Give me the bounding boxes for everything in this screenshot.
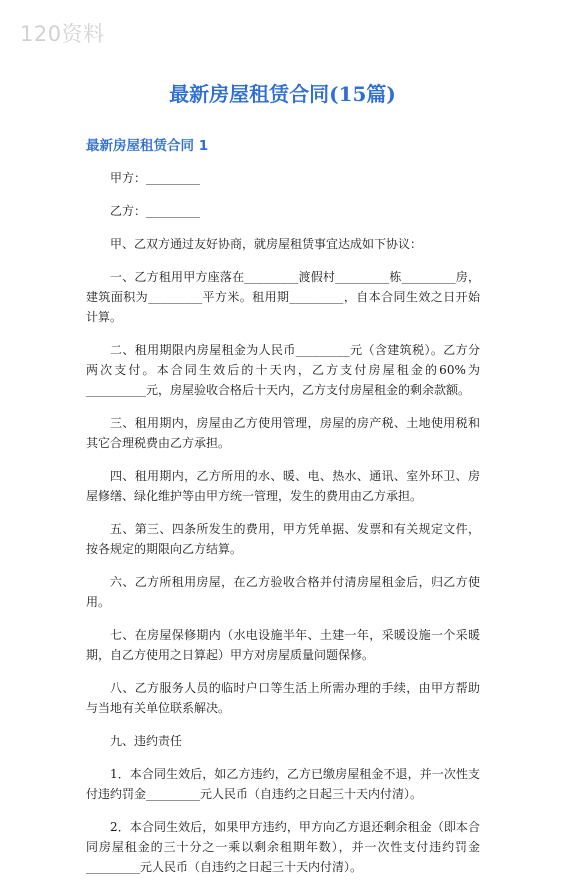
watermark-logo: 120资料 [20,22,105,46]
party-b-line: 乙方：_________ [110,204,201,218]
agreement-intro: 甲、乙双方通过友好协商，就房屋租赁事宜达成如下协议： [110,237,423,251]
clause-2: 二、租用期限内房屋租金为人民币_________元（含建筑税）。乙方分两次支付。本合同生效后的十天内，乙方支付房屋租金的60%为__________元，房屋验收合格后十天内，乙方支付房屋租金的剩余款额。 [86,343,480,397]
clause-1: 一、乙方租用甲方座落在_________渡假村_________栋_________房，建筑面积为_________平方米。租用期_________，自本合同生效之日开始计算。 [86,270,480,324]
document-title: 最新房屋租赁合同(15篇) [169,82,396,106]
contract-body [86,168,480,890]
clause-7: 七、在房屋保修期内（水电设施半年、土建一年，采暖设施一个采暖期，自乙方使用之日算起）甲方对房屋质量问题保修。 [86,628,480,662]
clause-3: 三、租用期内，房屋由乙方使用管理，房屋的房产税、土地使用税和其它合理税费由乙方承担。 [86,416,480,450]
party-a-line: 甲方：_________ [110,171,201,185]
clause-9-item-1: 1．本合同生效后，如乙方违约，乙方已缴房屋租金不退，并一次性支付违约罚金_________元人民币（自违约之日起三十天内付清）。 [86,767,480,801]
clause-9-heading: 九、违约责任 [110,734,183,748]
clause-6: 六、乙方所租用房屋，在乙方验收合格并付清房屋租金后，归乙方使用。 [86,575,480,609]
clause-8: 八、乙方服务人员的临时户口等生活上所需办理的手续，由甲方帮助与当地有关单位联系解决。 [86,681,480,715]
clause-9-item-2: 2．本合同生效后，如果甲方违约，甲方向乙方退还剩余租金（即本合同房屋租金的三十分之一乘以剩余租期年数），并一次性支付违约罚金_________元人民币（自违约之日起三十天内付清）。 [86,820,480,874]
section-title: 最新房屋租赁合同 1 [86,138,209,154]
clause-5: 五、第三、四条所发生的费用，甲方凭单据、发票和有关规定文件，按各规定的期限向乙方结算。 [86,522,480,556]
clause-4: 四、租用期内，乙方所用的水、暖、电、热水、通讯、室外环卫、房屋修缮、绿化维护等由甲方统一管理，发生的费用由乙方承担。 [86,469,480,503]
